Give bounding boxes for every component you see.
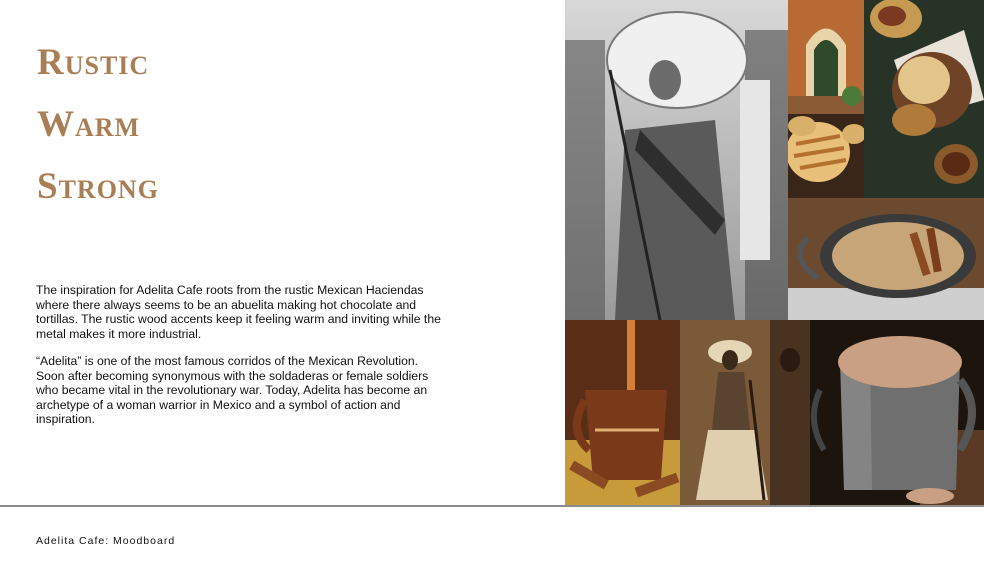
- conchas-bread-photo: [788, 114, 864, 198]
- headline-rustic: Rustic: [37, 42, 150, 83]
- adelita-paragraph: “Adelita” is one of the most famous corridos of the Mexican Revolution. Soon after becoming synonymous with the soldaderas or female soldiers who became vital in the revolutionary war. Today, Adelita has become an archetype of a woman warrior in Mexico and a symbol of action and inspiration.: [36, 354, 429, 427]
- headline-strong: Strong: [37, 166, 159, 207]
- headline-warm: Warm: [37, 104, 141, 145]
- hacienda-arch-photo: [788, 0, 864, 114]
- inspiration-paragraph: The inspiration for Adelita Cafe roots from the rustic Mexican Haciendas where there always seems to be an abuelita making hot chocolate and tortillas. The rustic wood accents keep it feeling warm and inviting while the metal makes it more industrial.: [36, 283, 441, 341]
- footer-title: Adelita Cafe: Moodboard: [36, 535, 176, 547]
- frothy-chocolate-cup-photo: [810, 320, 984, 506]
- tacos-tortillas-photo: [864, 0, 984, 198]
- revolutionary-woman-photo: [565, 0, 788, 320]
- footer-divider: [0, 505, 984, 507]
- cinnamon-hot-chocolate-photo: [788, 198, 984, 323]
- soldaderas-photo: [680, 320, 810, 506]
- clay-mug-photo: [565, 320, 680, 506]
